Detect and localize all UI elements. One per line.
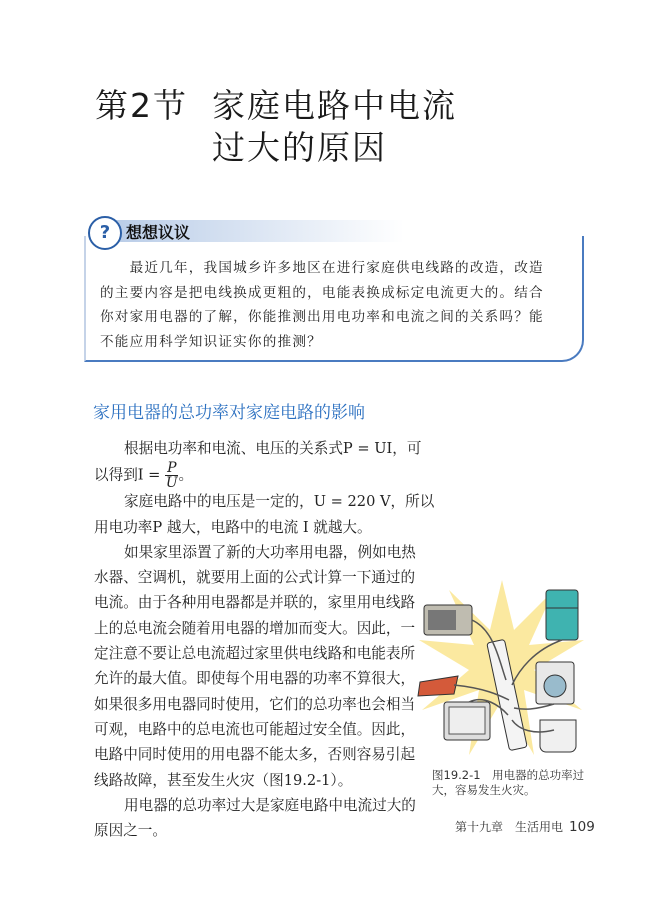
text-line: 家庭电路中的电压是一定的，U = 220 V，所以 — [124, 493, 435, 511]
text-line: 电路中同时使用的用电器不能太多，否则容易引起 — [94, 746, 416, 764]
fraction — [165, 461, 178, 490]
text-line: 用电器的总功率过大是家庭电路中电流过大的 — [124, 796, 416, 814]
text-line: 原因之一。 — [94, 822, 167, 840]
text-line: 线路故障，甚至发生火灾（图19.2-1）。 — [94, 771, 353, 789]
text-line: 允许的最大值。即使每个用电器的功率不算很大， — [94, 670, 416, 688]
subsection-heading: 家用电器的总功率对家庭电路的影响 — [93, 403, 365, 423]
caption-line: 大，容易发生火灾。 — [432, 783, 536, 797]
section-title-line2: 过大的原因 — [212, 128, 387, 167]
rice-cooker-icon — [540, 720, 576, 752]
numerator: P — [167, 460, 177, 477]
text-line: 不能应用科学知识证实你的推测？ — [100, 333, 322, 350]
discussion-label: 想想议议 — [126, 223, 191, 242]
section-title-line1: 家庭电路中电流 — [212, 86, 457, 125]
discussion-box — [84, 216, 582, 362]
page-footer — [455, 818, 595, 835]
text-line: 如果家里添置了新的大功率用电器，例如电热 — [124, 543, 416, 561]
text-line: 最近几年，我国城乡许多地区在进行家庭供电线路的改造，改造 — [100, 260, 544, 276]
iron-icon — [418, 676, 458, 696]
section-number: 第2节 — [95, 86, 188, 125]
text-line: 可观，电路中的总电流也可能超过安全值。因此， — [94, 720, 416, 738]
discussion-text — [100, 256, 566, 354]
text-line: 如果很多用电器同时使用，它们的总功率也会相当 — [94, 695, 416, 713]
text-line: 水器、空调机，就要用上面的公式计算一下通过的 — [94, 569, 416, 587]
denominator: U — [165, 475, 178, 492]
text-line: 你对家用电器的了解，你能推测出用电功率和电流之间的关系吗？能 — [100, 309, 544, 325]
text-line: 上的总电流会随着用电器的增加而变大。因此，一 — [94, 619, 416, 637]
formula-line — [94, 460, 414, 492]
text-line: 根据电功率和电流、电压的关系式P = UI，可 — [124, 440, 422, 457]
thinking-face-icon: ? — [88, 216, 122, 250]
overloaded-socket-illustration — [414, 570, 590, 766]
text-line: 电流。由于各种用电器都是并联的，家里用电线路 — [94, 594, 416, 612]
text-line: 的主要内容是把电线换成更粗的，电能表换成标定电流更大的。结合 — [100, 284, 544, 301]
body-text — [94, 436, 435, 843]
text-line: 定注意不要让总电流超过家里供电线路和电能表所 — [94, 645, 416, 663]
figure-caption — [432, 768, 584, 798]
fridge-icon — [546, 590, 578, 640]
caption-line: 图19.2-1 用电器的总功率过 — [432, 768, 585, 782]
text: 。 — [178, 466, 194, 484]
text: 以得到I = — [94, 466, 166, 484]
page-number: 109 — [569, 819, 595, 835]
text-line: 用电功率P 越大，电路中的电流 I 就越大。 — [94, 518, 372, 536]
chapter-name: 第十九章 生活用电 — [455, 820, 564, 834]
